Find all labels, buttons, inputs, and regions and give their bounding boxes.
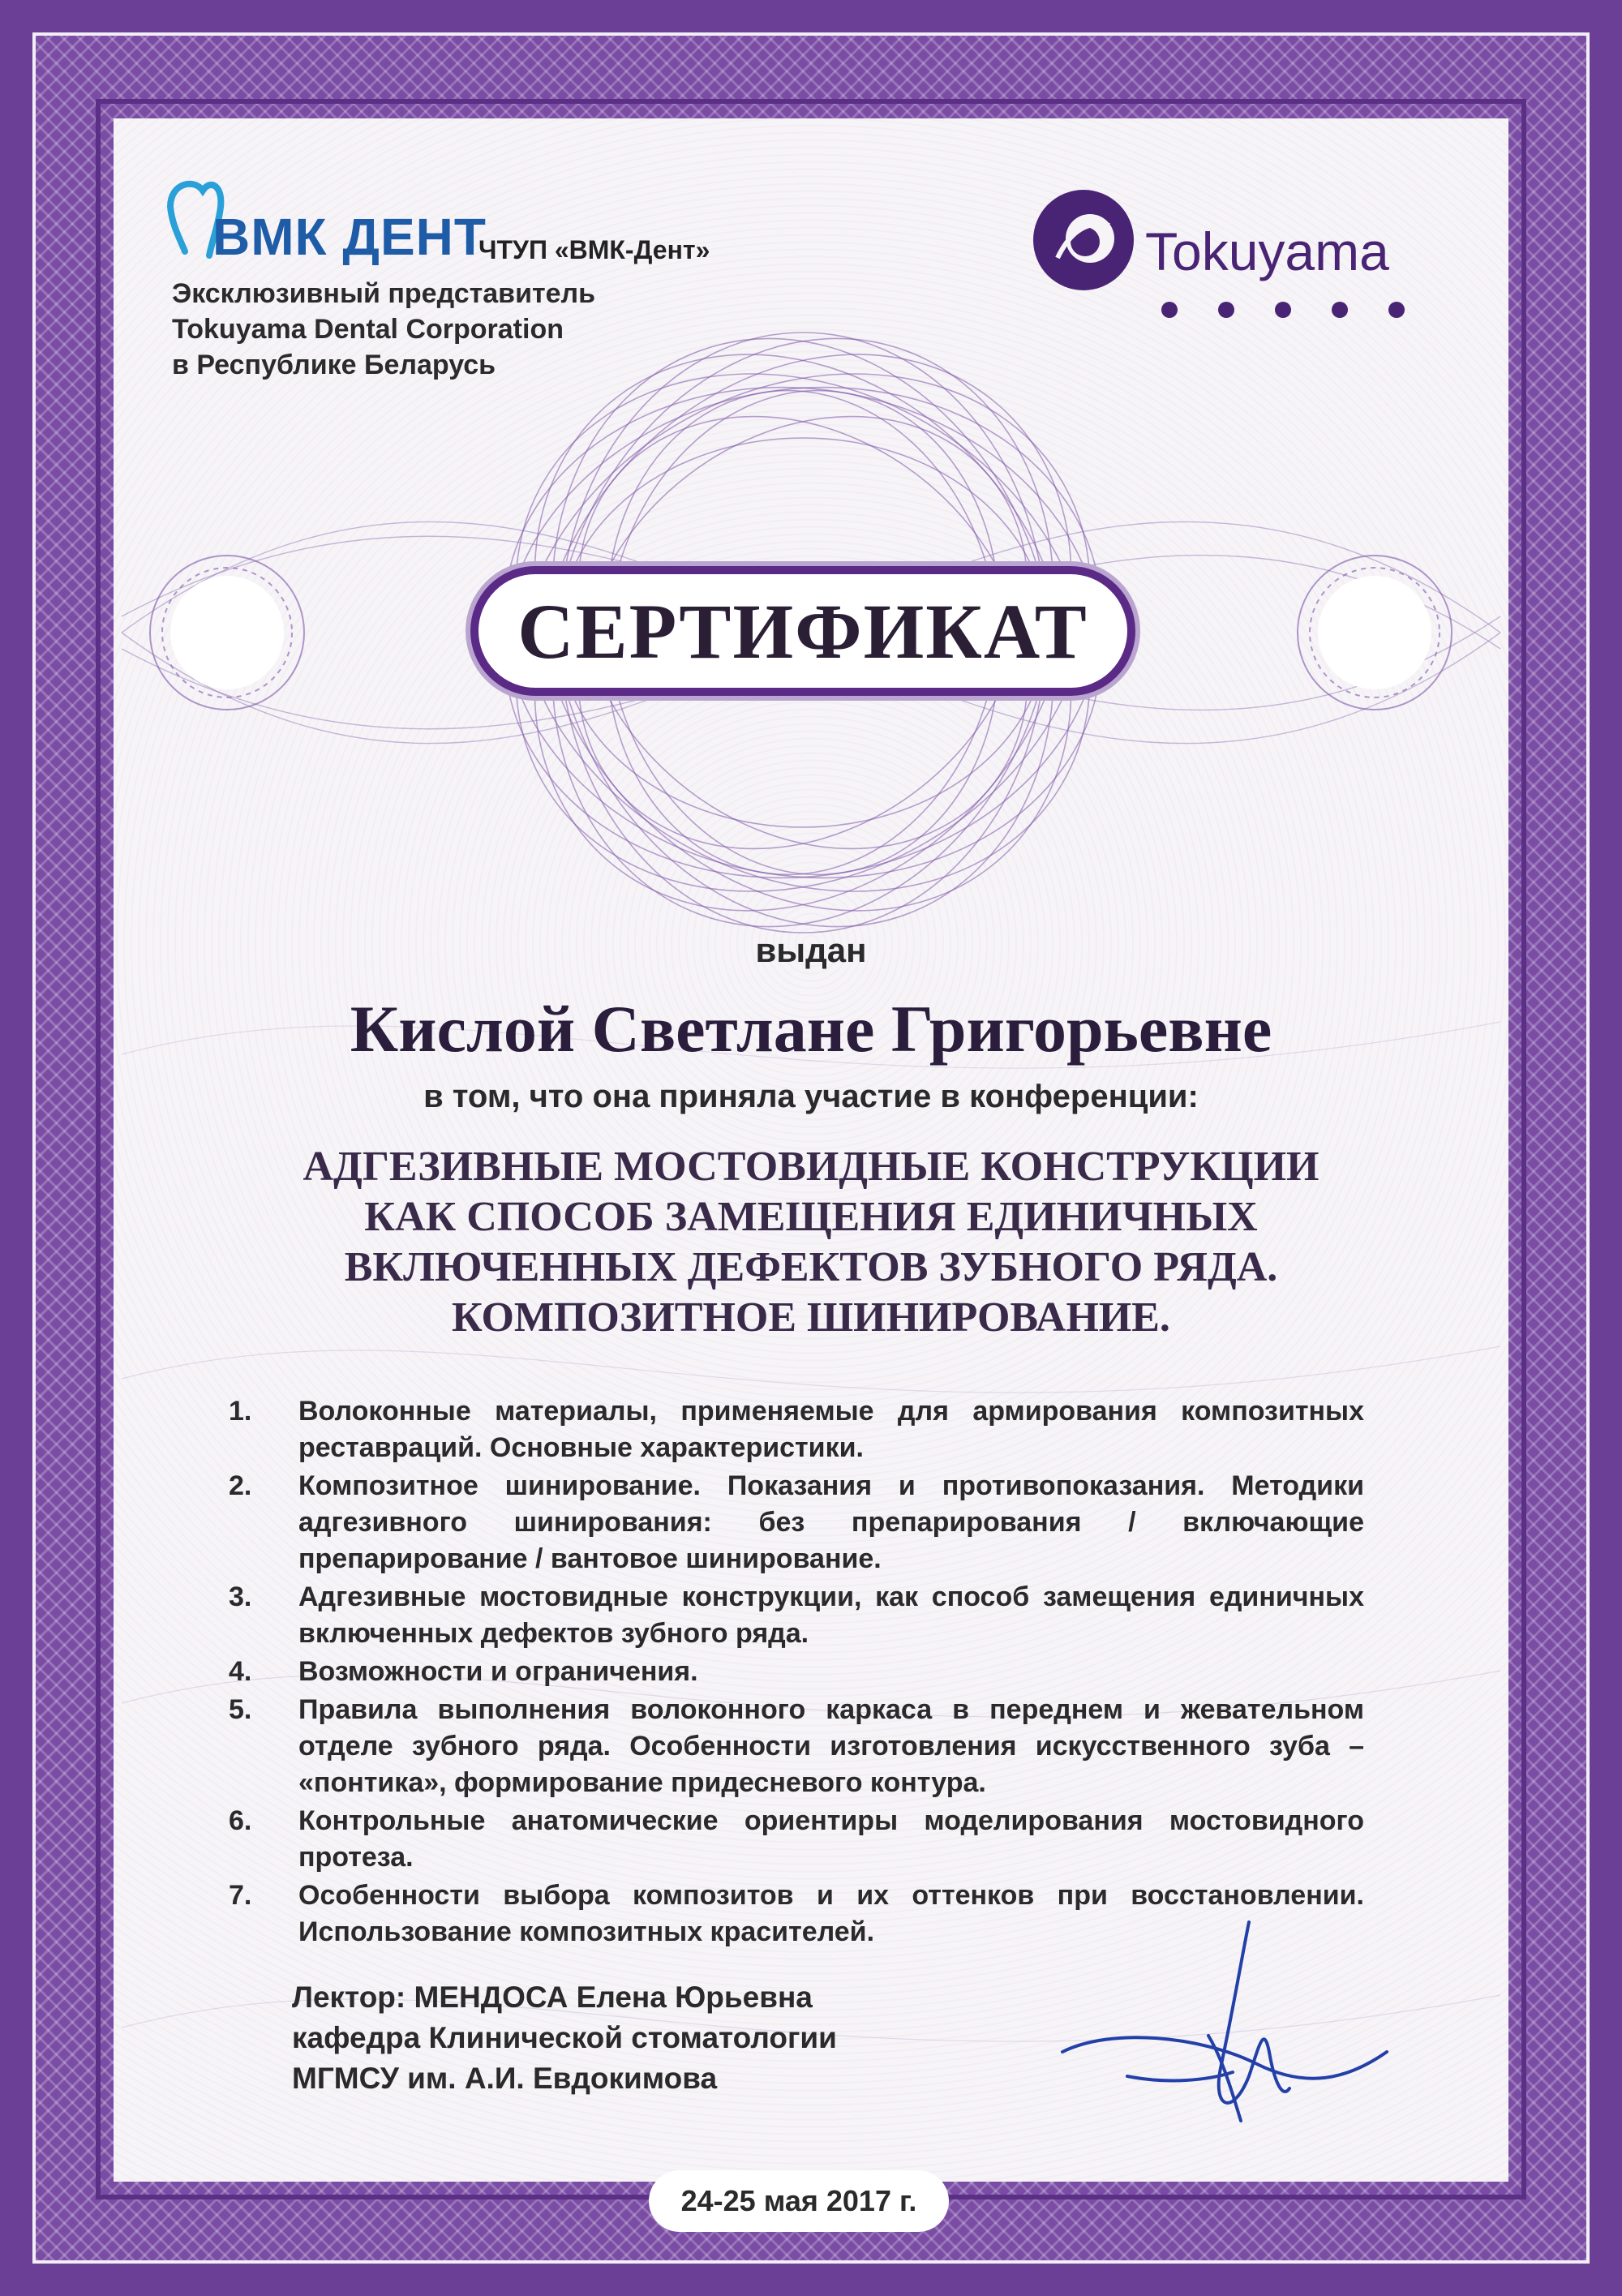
certificate-title: СЕРТИФИКАТ — [517, 587, 1088, 675]
topic-number: 4. — [229, 1656, 252, 1687]
topic-number: 6. — [229, 1805, 252, 1836]
lecturer-line: Лектор: МЕНДОСА Елена Юрьевна — [292, 1981, 813, 2014]
tokuyama-swirl-icon — [1028, 185, 1142, 298]
issued-label: выдан — [755, 931, 867, 969]
conference-title-line: АДГЕЗИВНЫЕ МОСТОВИДНЫЕ КОНСТРУКЦИИ — [303, 1144, 1319, 1190]
topic-text: Контрольные анатомические ориентиры моделирования мостовидного протеза. — [298, 1805, 1364, 1873]
representative-line: Эксклюзивный представитель — [172, 278, 596, 309]
topic-item — [229, 1692, 1364, 1801]
representative-line: в Республике Беларусь — [172, 350, 496, 380]
topic-number: 3. — [229, 1581, 252, 1612]
participation-text: в том, что она приняла участие в конференции: — [423, 1079, 1199, 1114]
title-frame — [470, 566, 1135, 696]
topic-text: Адгезивные мостовидные конструкции, как способ замещения единичных включенных дефектов зубного ряда. — [298, 1581, 1364, 1649]
topic-number: 2. — [229, 1470, 252, 1501]
handwritten-signature — [1046, 1914, 1411, 2141]
topic-number: 7. — [229, 1880, 252, 1911]
topic-item — [229, 1654, 1364, 1690]
representative-text — [172, 276, 595, 383]
topic-item — [229, 1579, 1364, 1652]
topic-text: Возможности и ограничения. — [298, 1656, 698, 1687]
conference-title — [0, 1142, 1622, 1343]
topic-number: 5. — [229, 1694, 252, 1725]
topic-number: 1. — [229, 1396, 252, 1427]
lecturer-line: МГМСУ им. А.И. Евдокимова — [292, 2062, 718, 2095]
certificate-date: 24-25 мая 2017 г. — [680, 2184, 917, 2217]
vmk-brand-name: ВМК ДЕНТ — [212, 208, 487, 266]
lecturer-line: кафедра Клинической стоматологии — [292, 2021, 837, 2054]
topic-text: Композитное шинирование. Показания и противопоказания. Методики адгезивного шинирования: без препарирования / включающие препарирование / вантовое шинирование. — [298, 1470, 1364, 1574]
topic-text: Особенности выбора композитов и их оттенков при восстановлении. Использование композитных красителей. — [298, 1880, 1364, 1947]
topic-item — [229, 1393, 1364, 1466]
conference-title-line: КОМПОЗИТНОЕ ШИНИРОВАНИЕ. — [452, 1294, 1170, 1341]
topic-text: Правила выполнения волоконного каркаса в переднем и жевательном отделе зубного ряда. Особенности изготовления искусственного зуба – «понтика», формирование придесневого контура. — [298, 1694, 1364, 1798]
conference-title-line: ВКЛЮЧЕННЫХ ДЕФЕКТОВ ЗУБНОГО РЯДА. — [344, 1244, 1278, 1290]
topic-text: Волоконные материалы, применяемые для армирования композитных реставраций. Основные характеристики. — [298, 1396, 1364, 1463]
representative-line: Tokuyama Dental Corporation — [172, 314, 564, 345]
topics-list — [229, 1393, 1364, 1952]
topic-item — [229, 1803, 1364, 1876]
tokuyama-brand-name: Tokuyama — [1145, 221, 1389, 281]
lecturer-block — [292, 1977, 837, 2099]
tokuyama-dots — [1160, 298, 1427, 323]
recipient-name: Кислой Светлане Григорьевне — [350, 992, 1272, 1066]
date-frame — [649, 2170, 949, 2232]
conference-title-line: КАК СПОСОБ ЗАМЕЩЕНИЯ ЕДИНИЧНЫХ — [364, 1194, 1258, 1240]
company-name: ЧТУП «ВМК-Дент» — [478, 235, 710, 264]
topic-item — [229, 1468, 1364, 1577]
